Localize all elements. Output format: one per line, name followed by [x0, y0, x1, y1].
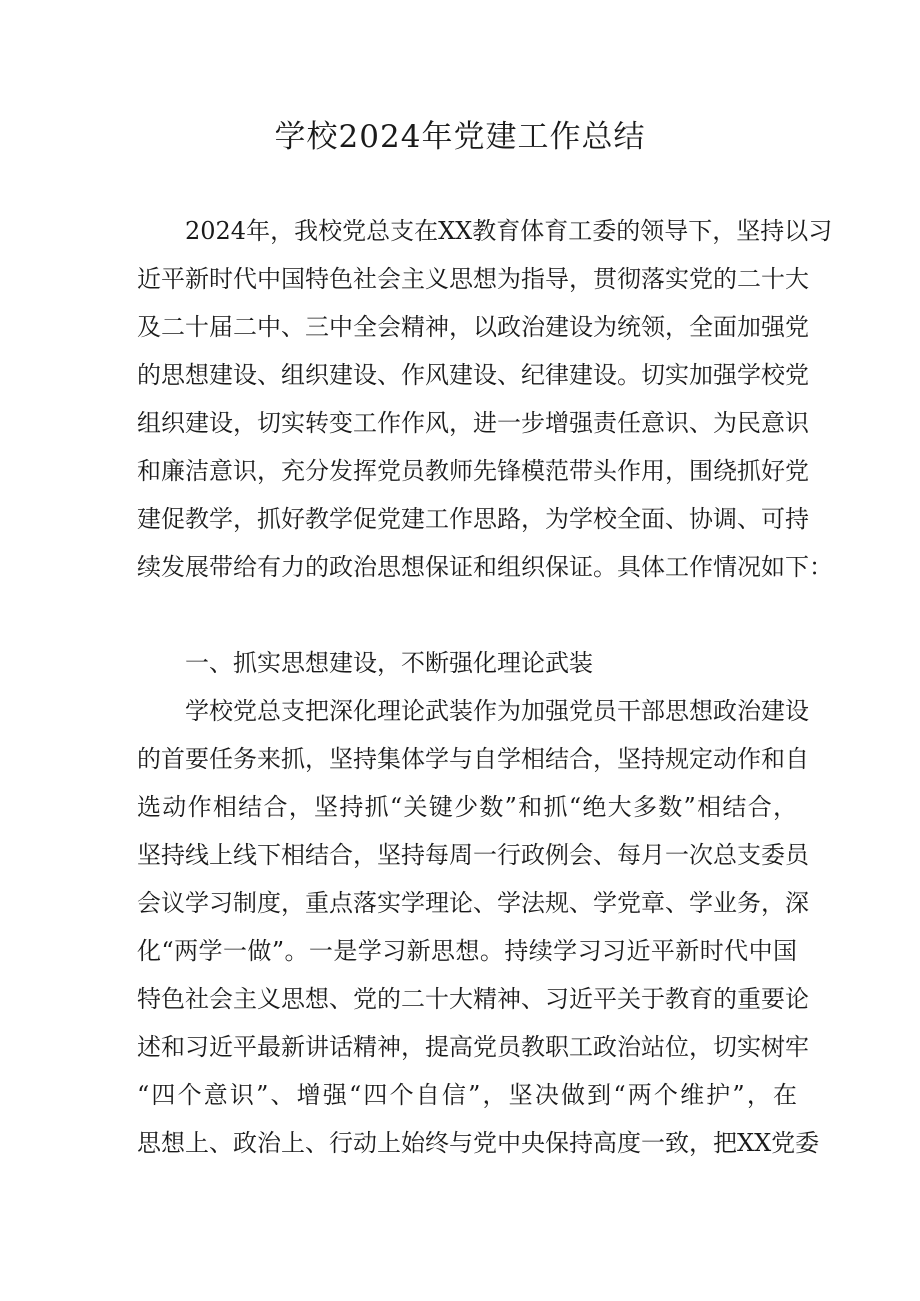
paragraph-line: 2024年，我校党总支在XX教育体育工委的领导下，坚持以习	[185, 217, 833, 245]
paragraph-line: 思想上、政治上、行动上始终与党中央保持高度一致，把XX党委	[137, 1129, 820, 1157]
paragraph-line: 述和习近平最新讲话精神，提高党员教职工政治站位，切实树牢	[137, 1033, 809, 1061]
paragraph-line: 特色社会主义思想、党的二十大精神、习近平关于教育的重要论	[137, 985, 809, 1013]
section-heading: 一、抓实思想建设，不断强化理论武装	[185, 649, 593, 677]
paragraph-line: 续发展带给有力的政治思想保证和组织保证。具体工作情况如下：	[137, 553, 833, 581]
paragraph-line: 的思想建设、组织建设、作风建设、纪律建设。切实加强学校党	[137, 361, 809, 389]
paragraph-line: 化“两学一做”。一是学习新思想。持续学习习近平新时代中国	[137, 937, 797, 965]
paragraph-line: 学校党总支把深化理论武装作为加强党员干部思想政治建设	[185, 697, 809, 725]
paragraph-line: 坚持线上线下相结合，坚持每周一行政例会、每月一次总支委员	[137, 841, 809, 869]
paragraph-line: 建促教学，抓好教学促党建工作思路，为学校全面、协调、可持	[137, 505, 809, 533]
paragraph-line: 选动作相结合，坚持抓“关键少数”和抓“绝大多数”相结合，	[137, 793, 797, 821]
paragraph-line: “四个意识”、增强“四个自信”，坚决做到“两个维护”，在	[137, 1081, 797, 1109]
paragraph-line: 会议学习制度，重点落实学理论、学法规、学党章、学业务，深	[137, 889, 809, 917]
paragraph-line: 近平新时代中国特色社会主义思想为指导，贯彻落实党的二十大	[137, 265, 809, 293]
document-title: 学校2024年党建工作总结	[274, 119, 646, 155]
paragraph-line: 组织建设，切实转变工作作风，进一步增强责任意识、为民意识	[137, 409, 809, 437]
paragraph-line: 的首要任务来抓，坚持集体学与自学相结合，坚持规定动作和自	[137, 745, 809, 773]
paragraph-line: 及二十届二中、三中全会精神，以政治建设为统领，全面加强党	[137, 313, 809, 341]
paragraph-line: 和廉洁意识，充分发挥党员教师先锋模范带头作用，围绕抓好党	[137, 457, 809, 485]
